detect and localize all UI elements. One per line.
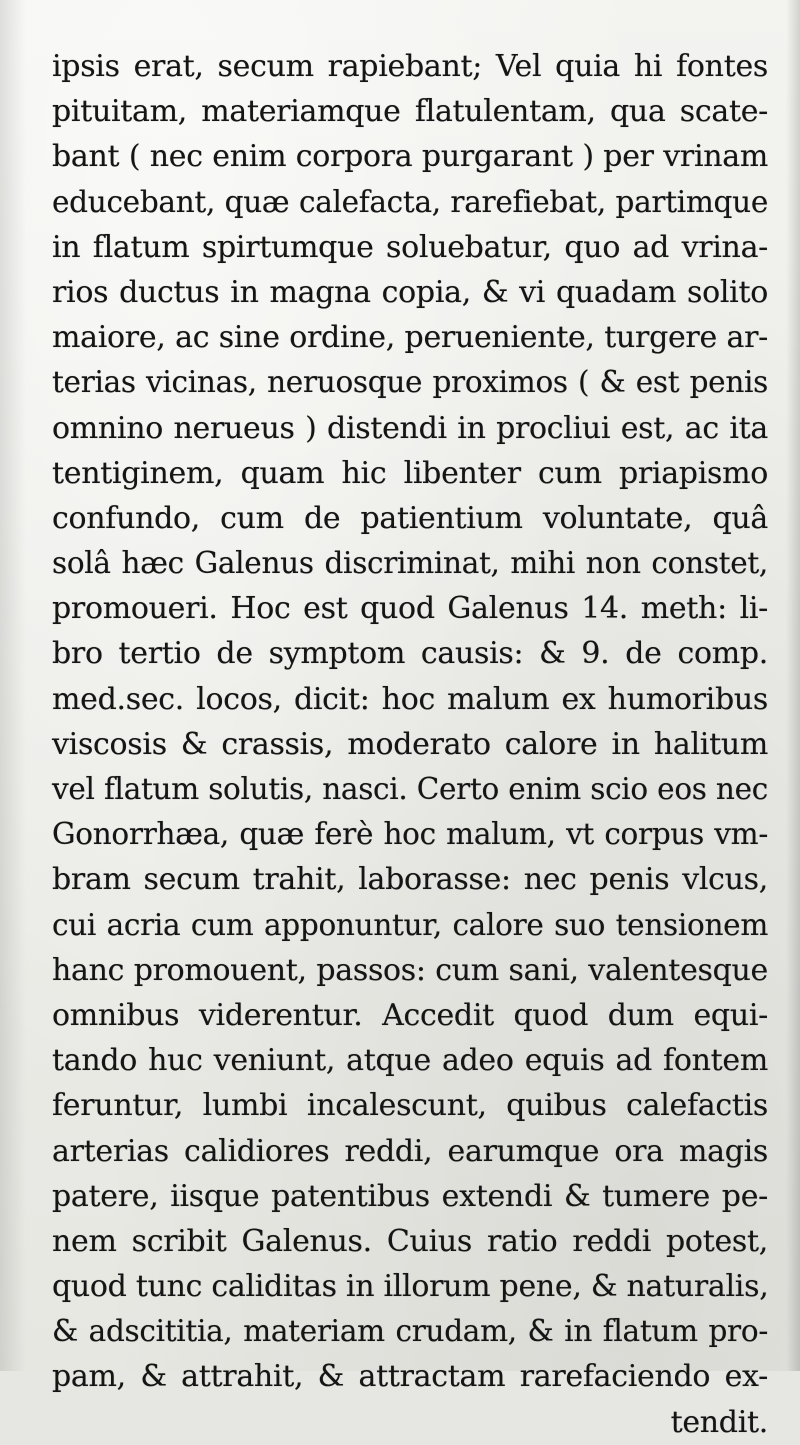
text-line-catchword: tendit. [670,1404,768,1440]
body-text [52,44,768,1445]
text-line: solâ hæc Galenus discriminat, mihi non constet, [52,546,768,581]
text-line: hanc promouent, passos: cum sani, valentesque [52,952,768,988]
text-line: maiore, ac sine ordine, perueniente, turgere ar- [52,320,768,356]
text-line: omnino nerueus ) distendi in procliui est, ac ita [52,410,768,446]
text-line: bant ( nec enim corpora purgarant ) per vrinam [52,139,768,175]
text-line: viscosis & crassis, moderato calore in halitum [52,726,768,762]
text-line: patere, iisque patentibus extendi & tumere pe- [52,1178,768,1214]
text-line: omnibus viderentur. Accedit quod dum equi- [52,997,768,1033]
text-line: tando huc veniunt, atque adeo equis ad fontem [52,1043,768,1079]
text-line: pituitam, materiamque flatulentam, qua scate- [52,94,768,130]
text-line: feruntur, lumbi incalescunt, quibus calefactis [52,1088,768,1124]
text-line: in flatum spirtumque soluebatur, quo ad vrina- [52,229,768,265]
text-line: pam, & attrahit, & attractam rarefaciendo ex- [52,1359,768,1395]
text-line: bram secum trahit, laborasse: nec penis vlcus, [52,862,768,898]
text-line: vel flatum solutis, nasci. Certo enim scio eos nec [52,772,768,806]
text-line: nem scribit Galenus. Cuius ratio reddi potest, [52,1223,768,1259]
text-line: promoueri. Hoc est quod Galenus 14. meth: li- [52,591,768,627]
text-line: ipsis erat, secum rapiebant; Vel quia hi fontes [52,49,768,84]
text-line: cui acria cum apponuntur, calore suo tensionem [52,907,768,942]
text-line: bro tertio de symptom causis: & 9. de comp. [52,636,768,672]
text-line: confundo, cum de patientium voluntate, quâ [52,500,768,536]
text-line: Gonorrhæa, quæ ferè hoc malum, vt corpus vm- [52,817,768,852]
text-line: med.sec. locos, dicit: hoc malum ex humoribus [52,681,768,717]
text-line: arterias calidiores reddi, earumque ora magis [52,1133,768,1169]
text-line: tentiginem, quam hic libenter cum priapismo [52,455,768,491]
text-line: terias vicinas, neruosque proximos ( & est penis [52,365,768,400]
text-line: educebant, quæ calefacta, rarefiebat, partimque [52,184,768,219]
text-line: & adscititia, materiam crudam, & in flatum pro- [52,1314,768,1349]
text-line: rios ductus in magna copia, & vi quadam solito [52,274,768,310]
text-line: quod tunc caliditas in illorum pene, & naturalis, [52,1269,769,1305]
